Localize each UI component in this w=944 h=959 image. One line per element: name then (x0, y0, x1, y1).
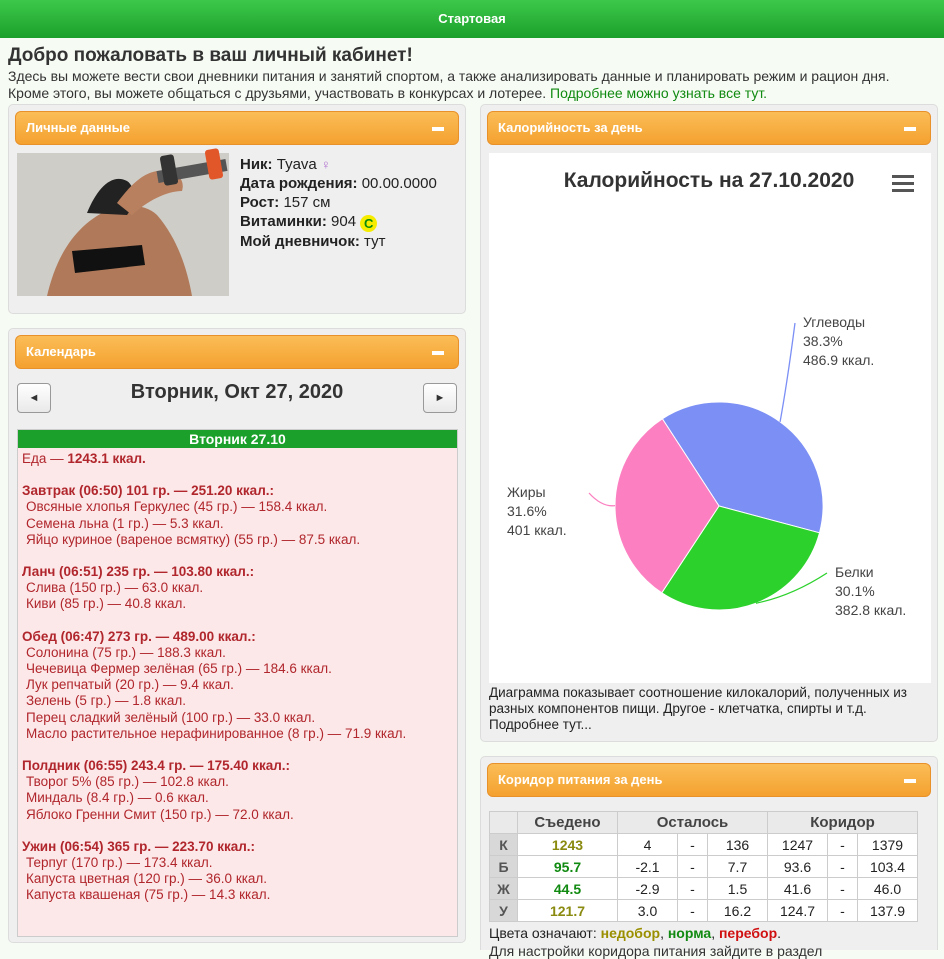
meal-item[interactable]: Масло растительное нерафинированное (8 гр.) — 71.9 ккал. (26, 725, 407, 741)
height-value: 157 см (283, 194, 331, 211)
pie-label: 401 ккал. (507, 522, 567, 538)
corridor-row-label: Ж (490, 878, 518, 900)
corridor-header-row (490, 812, 918, 834)
calories-panel (480, 104, 938, 742)
corridor-remaining-max: 7.7 (708, 856, 768, 878)
corridor-dash: - (828, 856, 858, 878)
calories-title: Калорийность за день (498, 120, 643, 135)
legend-under: недобор (600, 925, 661, 941)
corridor-col-empty (490, 812, 518, 834)
corridor-eaten: 44.5 (518, 878, 618, 900)
calendar-title: Календарь (26, 344, 96, 359)
meal-item[interactable]: Яйцо куриное (вареное всмятку) (55 гр.) — 87.5 ккал. (26, 531, 361, 547)
corridor-remaining-min: 4 (618, 834, 678, 856)
corridor-table (489, 811, 918, 922)
corridor-remaining-max: 136 (708, 834, 768, 856)
diary-link[interactable]: тут (364, 233, 386, 250)
corridor-eaten: 95.7 (518, 856, 618, 878)
prev-day-button[interactable]: ◄ (17, 383, 51, 413)
meal-item[interactable]: Чечевица Фермер зелёная (65 гр.) — 184.6 ккал. (26, 661, 332, 677)
pie-label: 38.3% (803, 333, 843, 349)
corridor-dash: - (828, 900, 858, 922)
pie-label: 486.9 ккал. (803, 352, 875, 368)
food-total-row: Еда — 1243.1 ккал. (22, 451, 146, 466)
corridor-row (490, 856, 918, 878)
meal-item[interactable]: Киви (85 гр.) — 40.8 ккал. (26, 596, 187, 612)
calories-header[interactable] (487, 111, 931, 145)
color-legend: Цвета означают: недобор, норма, перебор. (489, 925, 782, 941)
corridor-col-remaining: Осталось (618, 812, 768, 834)
meal-title[interactable]: Завтрак (06:50) 101 гр. — 251.20 ккал.: (22, 483, 275, 499)
next-day-button[interactable]: ► (423, 383, 457, 413)
collapse-icon[interactable] (904, 779, 916, 783)
top-navbar (0, 0, 944, 38)
corridor-remaining-max: 16.2 (708, 900, 768, 922)
corridor-dash: - (678, 900, 708, 922)
collapse-icon[interactable] (432, 127, 444, 131)
corridor-panel (480, 756, 938, 959)
pie-label: Жиры (507, 484, 546, 500)
pie-label: 382.8 ккал. (835, 602, 907, 618)
corridor-min: 41.6 (768, 878, 828, 900)
calendar-header[interactable] (15, 335, 459, 369)
meal-item[interactable]: Семена льна (1 гр.) — 5.3 ккал. (26, 515, 224, 531)
corridor-remaining-min: -2.1 (618, 856, 678, 878)
birth-value: 00.00.0000 (361, 175, 437, 192)
corridor-eaten: 121.7 (518, 900, 618, 922)
diary-row: Мой дневничок: тут (240, 233, 386, 250)
corridor-remaining-max: 1.5 (708, 878, 768, 900)
meal-item[interactable]: Яблоко Гренни Смит (150 гр.) — 72.0 ккал. (26, 806, 294, 822)
meal-title[interactable]: Ужин (06:54) 365 гр. — 223.70 ккал.: (22, 838, 256, 854)
corridor-col-eaten: Съедено (518, 812, 618, 834)
collapse-icon[interactable] (432, 351, 444, 355)
vitamins-value: 904 (331, 213, 357, 230)
corridor-max: 1379 (858, 834, 918, 856)
meal-title[interactable]: Полдник (06:55) 243.4 гр. — 175.40 ккал.: (22, 758, 291, 774)
pie-connector (589, 493, 615, 506)
meal-item[interactable]: Овсяные хлопья Геркулес (45 гр.) — 158.4 ккал. (26, 499, 328, 515)
legend-over: перебор (718, 925, 778, 941)
corridor-row (490, 834, 918, 856)
personal-info (240, 155, 437, 251)
diary-day-header: Вторник 27.10 (18, 430, 457, 448)
meal-title[interactable]: Обед (06:47) 273 гр. — 489.00 ккал.: (22, 628, 256, 644)
corridor-row-label: Б (490, 856, 518, 878)
vitamin-coin-icon: C (360, 215, 377, 232)
welcome-more-link[interactable]: Подробнее можно узнать все тут. (550, 85, 768, 101)
meal-item[interactable]: Миндаль (8.4 гр.) — 0.6 ккал. (26, 790, 209, 806)
meal-item[interactable]: Перец сладкий зелёный (100 гр.) — 33.0 ккал. (26, 709, 316, 725)
nick-row: Ник: Tyava ♀ (240, 156, 331, 173)
corridor-dash: - (828, 878, 858, 900)
meal-item[interactable]: Терпуг (170 гр.) — 173.4 ккал. (26, 855, 213, 871)
pie-chart-svg (489, 153, 931, 683)
gender-icon: ♀ (320, 157, 331, 172)
corridor-row (490, 900, 918, 922)
corridor-row-label: К (490, 834, 518, 856)
chart-menu-icon[interactable] (892, 175, 914, 192)
pie-label: 31.6% (507, 503, 547, 519)
corridor-row (490, 878, 918, 900)
meal-item[interactable]: Солонина (75 гр.) — 188.3 ккал. (26, 644, 226, 660)
welcome-title: Добро пожаловать в ваш личный кабинет! (8, 45, 413, 66)
corridor-dash: - (828, 834, 858, 856)
pie-label: Углеводы (803, 314, 866, 330)
meal-item[interactable]: Капуста квашеная (75 гр.) — 14.3 ккал. (26, 887, 271, 903)
welcome-line-2: Кроме этого, вы можете общаться с друзьями, участвовать в конкурсах и лотерее. Подробнее можно узнать все тут. (8, 85, 768, 101)
pie-label: Белки (835, 564, 874, 580)
corridor-min: 124.7 (768, 900, 828, 922)
corridor-dash: - (678, 878, 708, 900)
nick-value[interactable]: Tyava (276, 156, 317, 173)
meal-item[interactable]: Лук репчатый (20 гр.) — 9.4 ккал. (26, 677, 234, 693)
corridor-dash: - (678, 834, 708, 856)
meal-item[interactable]: Творог 5% (85 гр.) — 102.8 ккал. (26, 774, 229, 790)
chart-title: Калорийность на 27.10.2020 (563, 169, 855, 192)
navbar-title[interactable]: Стартовая (438, 11, 506, 26)
pie-connector (780, 323, 795, 422)
personal-data-panel (8, 104, 466, 314)
chart-description: Диаграмма показывает соотношение килокалорий, полученных из разных компонентов пищи. Другое - клетчатка, спирты и т.д. Подробнее тут... (489, 685, 907, 732)
corridor-max: 46.0 (858, 878, 918, 900)
corridor-note: Для настройки коридора питания зайдите в раздел (489, 943, 823, 959)
corridor-dash: - (678, 856, 708, 878)
corridor-eaten: 1243 (518, 834, 618, 856)
personal-data-title: Личные данные (26, 120, 130, 135)
personal-data-header[interactable] (15, 111, 459, 145)
corridor-remaining-min: 3.0 (618, 900, 678, 922)
welcome-text (8, 68, 944, 102)
birth-row: Дата рождения: 00.00.0000 (240, 175, 437, 192)
collapse-icon[interactable] (904, 127, 916, 131)
corridor-min: 93.6 (768, 856, 828, 878)
welcome-line-1: Здесь вы можете вести свои дневники питания и занятий спортом, а также анализировать данные и планировать режим и рацион дня. (8, 68, 890, 84)
corridor-max: 103.4 (858, 856, 918, 878)
diary-body (18, 448, 457, 907)
corridor-row-label: У (490, 900, 518, 922)
calendar-date: Вторник, Окт 27, 2020 (130, 381, 344, 403)
height-row: Рост: 157 см (240, 194, 331, 211)
vitamins-row: Витаминки: 904 C (240, 212, 437, 232)
meal-item[interactable]: Капуста цветная (120 гр.) — 36.0 ккал. (26, 871, 268, 887)
profile-photo-illustration (17, 153, 229, 296)
meal-title[interactable]: Ланч (06:51) 235 гр. — 103.80 ккал.: (22, 564, 255, 580)
meal-item[interactable]: Слива (150 гр.) — 63.0 ккал. (26, 580, 204, 596)
corridor-min: 1247 (768, 834, 828, 856)
corridor-title: Коридор питания за день (498, 772, 663, 787)
calendar-panel (8, 328, 466, 943)
corridor-remaining-min: -2.9 (618, 878, 678, 900)
pie-label: 30.1% (835, 583, 875, 599)
food-diary (17, 429, 458, 937)
profile-photo (17, 153, 229, 296)
meal-item[interactable]: Зелень (5 гр.) — 1.8 ккал. (26, 693, 187, 709)
calories-chart (489, 153, 931, 683)
corridor-header[interactable] (487, 763, 931, 797)
legend-norm: норма (667, 925, 712, 941)
corridor-col-corridor: Коридор (768, 812, 918, 834)
corridor-max: 137.9 (858, 900, 918, 922)
food-total: 1243.1 ккал. (67, 451, 146, 466)
